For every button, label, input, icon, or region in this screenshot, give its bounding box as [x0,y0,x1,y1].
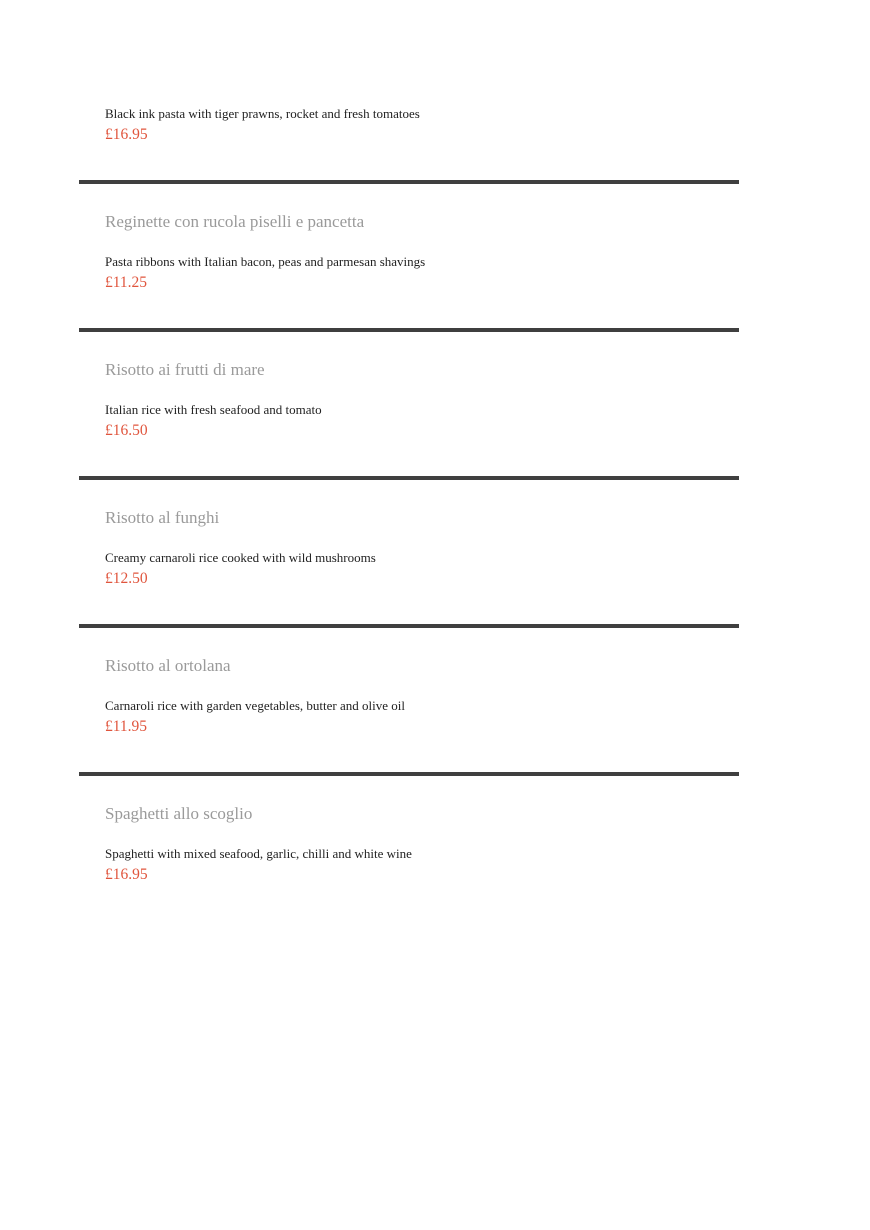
menu-item-description: Spaghetti with mixed seafood, garlic, chilli and white wine [105,846,412,861]
menu-item-price: £16.50 [105,422,148,439]
divider [79,476,739,480]
menu-item-price: £16.95 [105,866,148,883]
menu-item-name: Risotto al funghi [105,508,220,527]
divider [79,328,739,332]
menu-item-price: £12.50 [105,570,148,587]
menu-item-price: £11.95 [105,718,148,735]
menu-item-price: £16.95 [105,126,148,143]
menu-item-description: Italian rice with fresh seafood and tomato [105,402,322,417]
divider [79,624,739,628]
menu-item-description: Creamy carnaroli rice cooked with wild mushrooms [105,550,376,565]
divider [79,772,739,776]
menu-item-description: Carnaroli rice with garden vegetables, butter and olive oil [105,698,405,713]
menu-item-name: Spaghetti allo scoglio [105,804,253,823]
menu-item-description: Pasta ribbons with Italian bacon, peas and parmesan shavings [105,254,426,269]
menu-item-description: Black ink pasta with tiger prawns, rocket and fresh tomatoes [105,106,420,121]
menu-item-name: Risotto al ortolana [105,656,231,675]
menu-item-name: Reginette con rucola piselli e pancetta [105,212,365,231]
menu-item-name: Risotto ai frutti di mare [105,360,265,379]
menu-item-price: £11.25 [105,274,148,291]
divider [79,180,739,184]
